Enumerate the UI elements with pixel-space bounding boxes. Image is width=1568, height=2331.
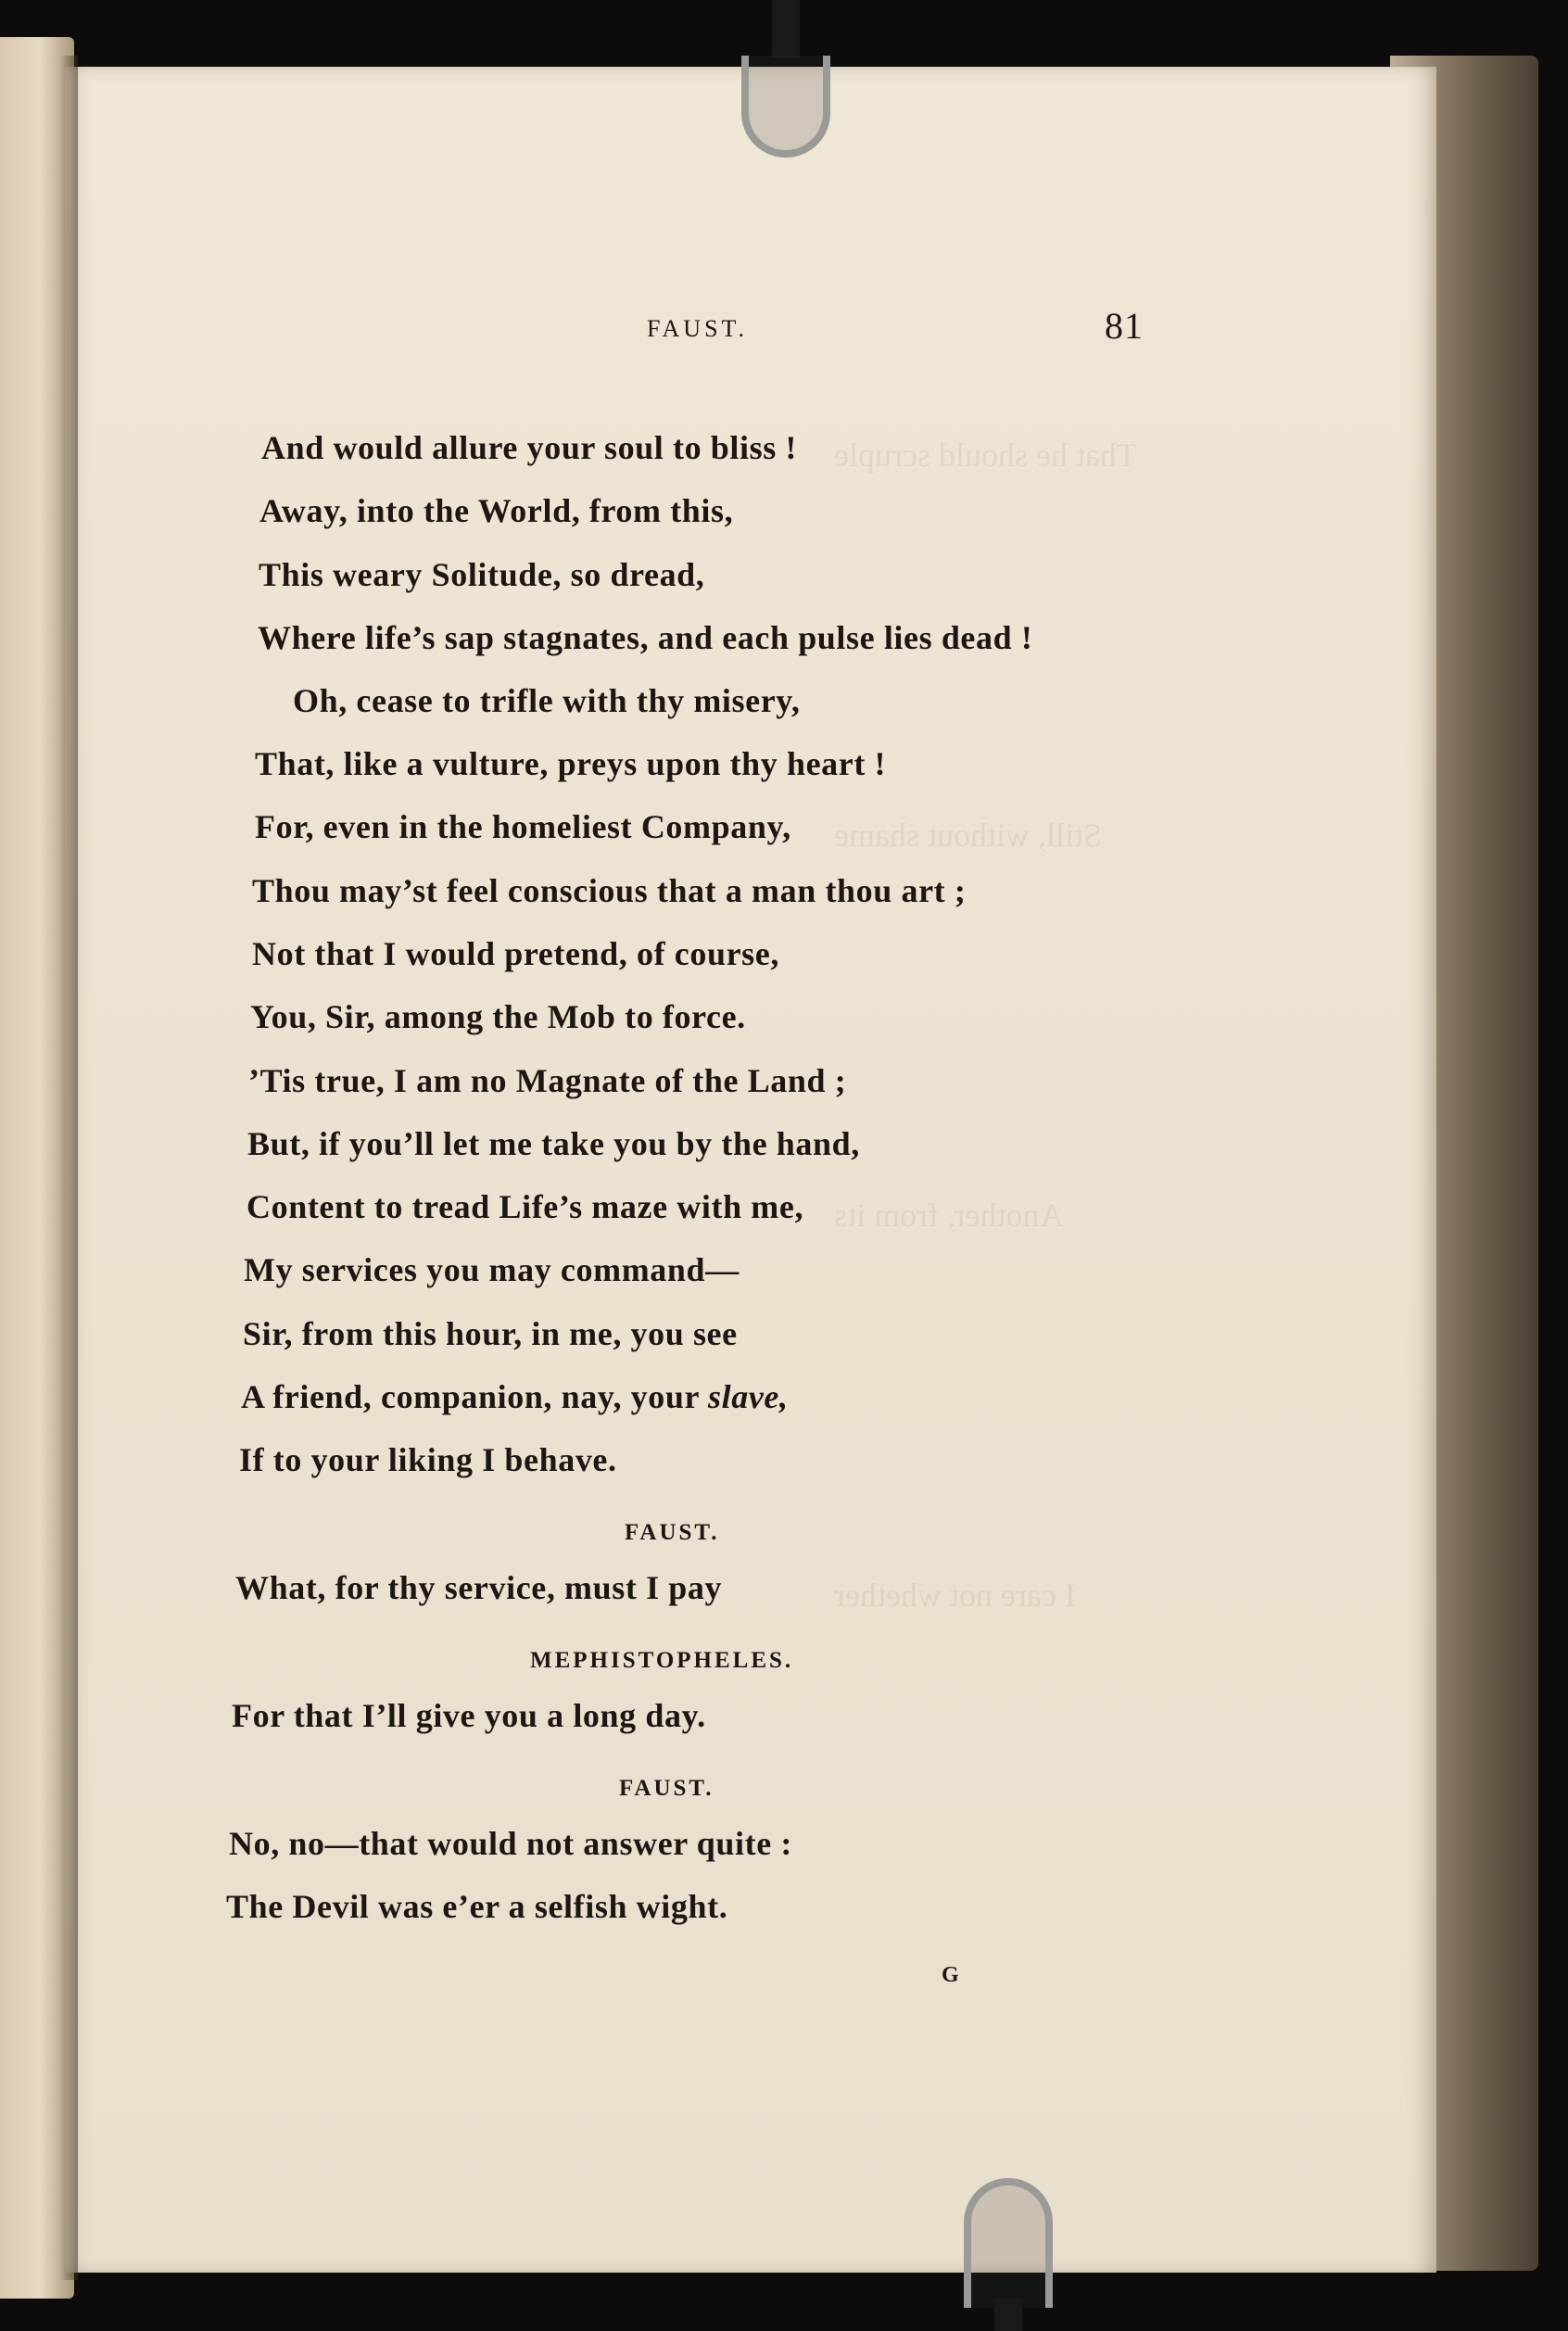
show-through: I care not whether [834,1577,1076,1614]
verse-line-italic: slave, [708,1378,789,1415]
gutter-shadow [59,56,78,2280]
speaker-name: FAUST. [619,1776,714,1801]
verse-line: But, if you’ll let me take you by the hand, [247,1125,860,1162]
verse-line: If to your liking I behave. [239,1441,617,1478]
running-head: FAUST. [647,315,748,342]
speaker-name: MEPHISTOPHELES. [530,1648,794,1673]
verse-line: My services you may command— [244,1251,740,1288]
speaker-name: FAUST. [625,1520,720,1545]
dialogue-line: No, no—that would not answer quite : [229,1825,793,1862]
verse-line: And would allure your soul to bliss ! [261,429,798,466]
page-number: 81 [1105,305,1144,347]
verse-line: For, even in the homeliest Company, [255,808,791,845]
show-through: Another, from its [834,1197,1064,1234]
page-clip-stem [772,0,800,57]
verse-line: ’Tis true, I am no Magnate of the Land ; [248,1062,847,1099]
verse-line: This weary Solitude, so dread, [259,556,705,593]
dialogue-line: What, for thy service, must I pay [235,1569,723,1606]
verse-line [241,1377,789,1416]
page-clip-stem [994,2299,1022,2331]
verse-line: Sir, from this hour, in me, you see [243,1315,738,1352]
verse-line: Content to tread Life’s maze with me, [247,1188,804,1225]
verse-line: That, like a vulture, preys upon thy heart ! [255,745,887,782]
verse-line: Not that I would pretend, of course, [252,935,779,972]
verse-line: Where life’s sap stagnates, and each pulse lies dead ! [258,619,1033,656]
verse-line: Away, into the World, from this, [259,492,734,529]
book-page [65,67,1436,2273]
verse-line: Oh, cease to trifle with thy misery, [293,682,801,719]
page-clip-bottom [964,2178,1053,2308]
verse-line: Thou may’st feel conscious that a man thou art ; [252,872,967,909]
show-through: That he should scruple [834,437,1137,474]
verse-line: You, Sir, among the Mob to force. [250,998,746,1035]
show-through: Still, without shame [834,817,1103,854]
signature-mark: G [942,1963,959,1987]
dialogue-line: The Devil was e’er a selfish wight. [226,1888,728,1925]
verse-line-text: A friend, companion, nay, your [241,1378,709,1415]
page-clip-top [741,56,830,158]
dialogue-line: For that I’ll give you a long day. [232,1697,706,1734]
